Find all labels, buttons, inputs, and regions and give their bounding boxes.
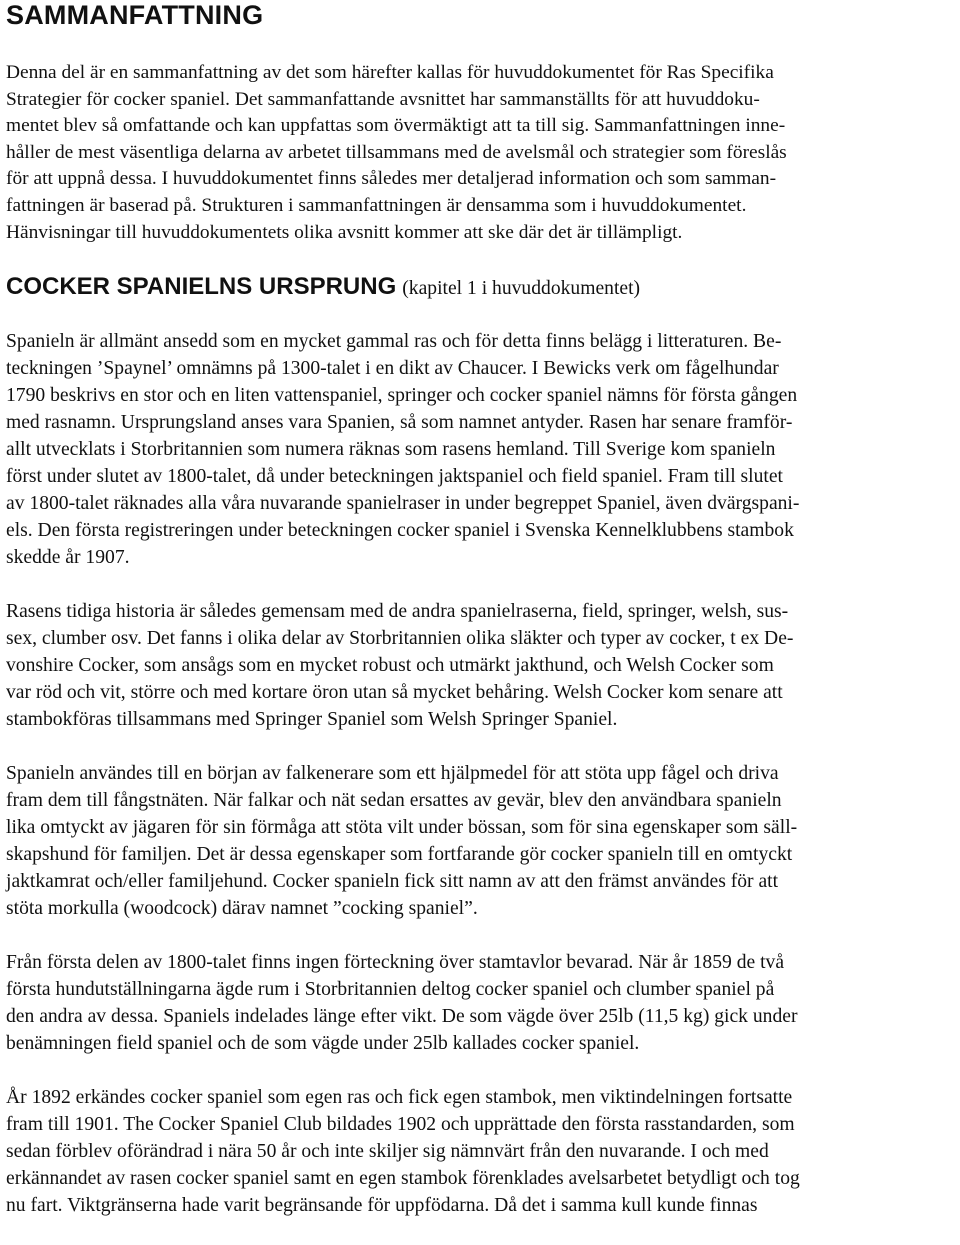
body-paragraph: [6, 949, 956, 1057]
text-line: av 1800-talet räknades alla våra nuvarande spanielraser in under begreppet Spaniel, även dvärgspani-: [6, 493, 800, 515]
text-line: för att uppnå dessa. I huvuddokumentet finns således mer detaljerad information och som samman-: [6, 168, 777, 190]
text-line: sex, clumber osv. Det fanns i olika delar av Storbritannien olika släkter och typer av cocker, t ex De-: [6, 628, 794, 650]
text-line: Rasens tidiga historia är således gemensam med de andra spanielraserna, field, springer, welsh, sus-: [6, 601, 789, 623]
text-line: fattningen är baserad på. Strukturen i sammanfattningen är densamma som i huvuddokumentet.: [6, 194, 747, 216]
body-paragraph: [6, 598, 956, 733]
text-line: skedde år 1907.: [6, 547, 130, 569]
text-line: allt utvecklats i Storbritannien som numera räknas som rasens hemland. Till Sverige kom spanieln: [6, 439, 776, 461]
section-title: COCKER SPANIELNS URSPRUNG: [6, 273, 397, 301]
body-paragraph: [6, 1084, 956, 1219]
text-line: nu fart. Viktgränserna hade varit begränsande för uppfödarna. Då det i samma kull kunde finnas: [6, 1195, 758, 1217]
text-line: håller de mest väsentliga delarna av arbetet tillsammans med de avelsmål och strategier som föreslås: [6, 141, 787, 163]
text-line: teckningen ’Spaynel’ omnämns på 1300-talet i en dikt av Chaucer. I Bewicks verk om fågelhundar: [6, 358, 779, 380]
text-line: mentet blev så omfattande och kan uppfattas som övermäktigt att ta till sig. Sammanfattningen inne-: [6, 115, 786, 137]
intro-paragraph: [6, 60, 956, 246]
text-line: Spanieln är allmänt ansedd som en mycket gammal ras och för detta finns belägg i litteraturen. Be-: [6, 331, 782, 353]
section-heading: [6, 271, 956, 305]
text-line: Denna del är en sammanfattning av det som härefter kallas för huvuddokumentet för Ras Specifika: [6, 62, 774, 83]
text-line: jaktkamrat och/eller familjehund. Cocker spanieln fick sitt namn av att den främst användes för att: [6, 871, 779, 893]
text-line: stöta morkulla (woodcock) därav namnet ”cocking spaniel”.: [6, 898, 478, 920]
text-line: första hundutställningarna ägde rum i Storbritannien deltog cocker spaniel och clumber spaniel på: [6, 979, 775, 1001]
body-paragraph: [6, 760, 956, 922]
text-line: först under slutet av 1800-talet, då under beteckningen jaktspaniel och field spaniel. Fram till slutet: [6, 466, 784, 488]
text-line: fram till 1901. The Cocker Spaniel Club bildades 1902 och upprättade den första rasstandarden, som: [6, 1114, 795, 1136]
page-title: SAMMANFATTNING: [6, 0, 264, 30]
text-line: 1790 beskrivs en stor och en liten vattenspaniel, springer och cocker spaniel nämns för första gången: [6, 385, 798, 407]
text-line: Från första delen av 1800-talet finns ingen förteckning över stamtavlor bevarad. När år 1859 de två: [6, 952, 785, 974]
text-line: den andra av dessa. Spaniels indelades länge efter vikt. De som vägde över 25lb (11,5 kg) gick under: [6, 1006, 798, 1028]
document-page: [6, 0, 956, 1219]
text-line: stambokföras tillsammans med Springer Spaniel som Welsh Springer Spaniel.: [6, 709, 618, 731]
text-line: Spanieln användes till en början av falkenerare som ett hjälpmedel för att stöta upp fågel och driva: [6, 763, 779, 785]
text-line: vonshire Cocker, som ansågs som en mycket robust och utmärkt jakthund, och Welsh Cocker som: [6, 655, 774, 677]
text-line: Hänvisningar till huvuddokumentets olika avsnitt kommer att ske där det är tillämpligt.: [6, 221, 683, 243]
text-line: med rasnamn. Ursprungsland anses vara Spanien, så som namnet antyder. Rasen har senare framför-: [6, 412, 793, 434]
text-line: fram dem till fångstnäten. När falkar och nät sedan ersattes av gevär, blev den användbara spanieln: [6, 790, 782, 812]
text-line: erkännandet av rasen cocker spaniel samt en egen stambok förenklades avelsarbetet betydligt och tog: [6, 1168, 800, 1190]
text-line: sedan förblev oförändrad i nära 50 år och inte skiljer sig nämnvärt från den nuvarande. I och med: [6, 1141, 769, 1163]
text-line: benämningen field spaniel och de som vägde under 25lb kallades cocker spaniel.: [6, 1033, 640, 1055]
text-line: var röd och vit, större och med kortare öron utan så mycket behåring. Welsh Cocker kom senare att: [6, 682, 783, 704]
body-paragraph: [6, 328, 956, 571]
text-line: lika omtyckt av jägaren för sin förmåga att stöta vilt under bössan, som för sina egenskaper som säll-: [6, 817, 798, 839]
text-line: Strategier för cocker spaniel. Det sammanfattande avsnittet har sammanställts för att huvuddoku-: [6, 88, 760, 110]
text-line: År 1892 erkändes cocker spaniel som egen ras och fick egen stambok, men viktindelningen fortsatte: [6, 1087, 793, 1109]
section-reference: (kapitel 1 i huvuddokumentet): [402, 278, 641, 300]
text-line: els. Den första registreringen under beteckningen cocker spaniel i Svenska Kennelklubbens stambok: [6, 520, 794, 542]
text-line: skapshund för familjen. Det är dessa egenskaper som fortfarande gör cocker spanieln till en omtyckt: [6, 844, 793, 866]
